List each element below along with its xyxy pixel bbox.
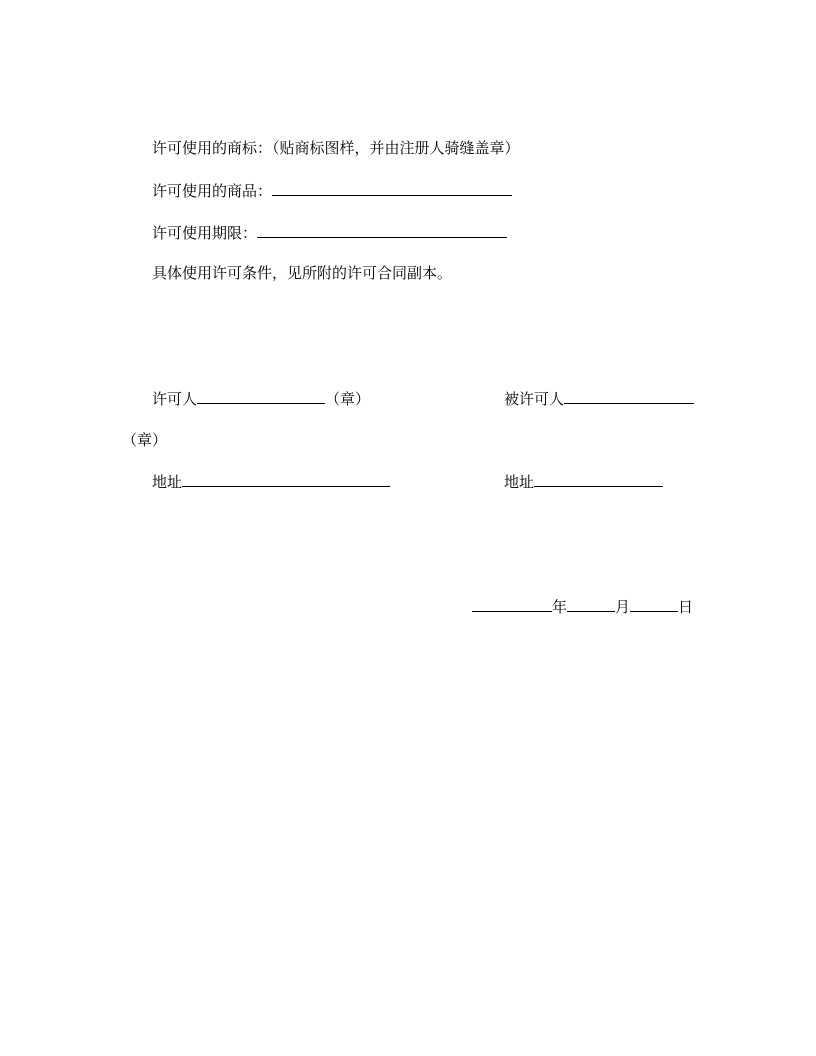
licensee-label: 被许可人	[504, 390, 565, 408]
period-label: 许可使用期限：	[152, 224, 258, 242]
year-label: 年	[552, 598, 568, 616]
period-blank[interactable]	[257, 222, 507, 238]
licensor-blank[interactable]	[197, 388, 325, 404]
month-blank[interactable]	[567, 596, 615, 612]
year-blank[interactable]	[472, 596, 552, 612]
trademark-label: 许可使用的商标：	[152, 139, 273, 157]
licensor-line	[152, 388, 370, 408]
trademark-note: （贴商标图样，并由注册人骑缝盖章）	[272, 139, 520, 157]
month-label: 月	[615, 598, 631, 616]
address-left-line	[152, 471, 390, 491]
goods-label: 许可使用的商品：	[152, 182, 273, 200]
trademark-line	[152, 138, 520, 158]
period-line	[152, 222, 507, 242]
licensee-line	[504, 388, 694, 408]
address-right-line	[504, 471, 663, 491]
conditions-line	[152, 263, 452, 283]
conditions-text: 具体使用许可条件，见所附的许可合同副本。	[152, 264, 453, 282]
licensee-blank[interactable]	[564, 388, 694, 404]
day-blank[interactable]	[630, 596, 678, 612]
address-right-blank[interactable]	[534, 471, 663, 487]
day-label: 日	[678, 598, 694, 616]
goods-blank[interactable]	[272, 180, 512, 196]
address-left-blank[interactable]	[182, 471, 390, 487]
address-right-label: 地址	[504, 473, 535, 491]
licensee-seal: （章）	[122, 431, 168, 449]
address-left-label: 地址	[152, 473, 183, 491]
date-line	[472, 596, 693, 616]
licensor-seal: （章）	[325, 390, 371, 408]
licensee-seal-line	[122, 430, 167, 450]
goods-line	[152, 180, 512, 200]
licensor-label: 许可人	[152, 390, 198, 408]
